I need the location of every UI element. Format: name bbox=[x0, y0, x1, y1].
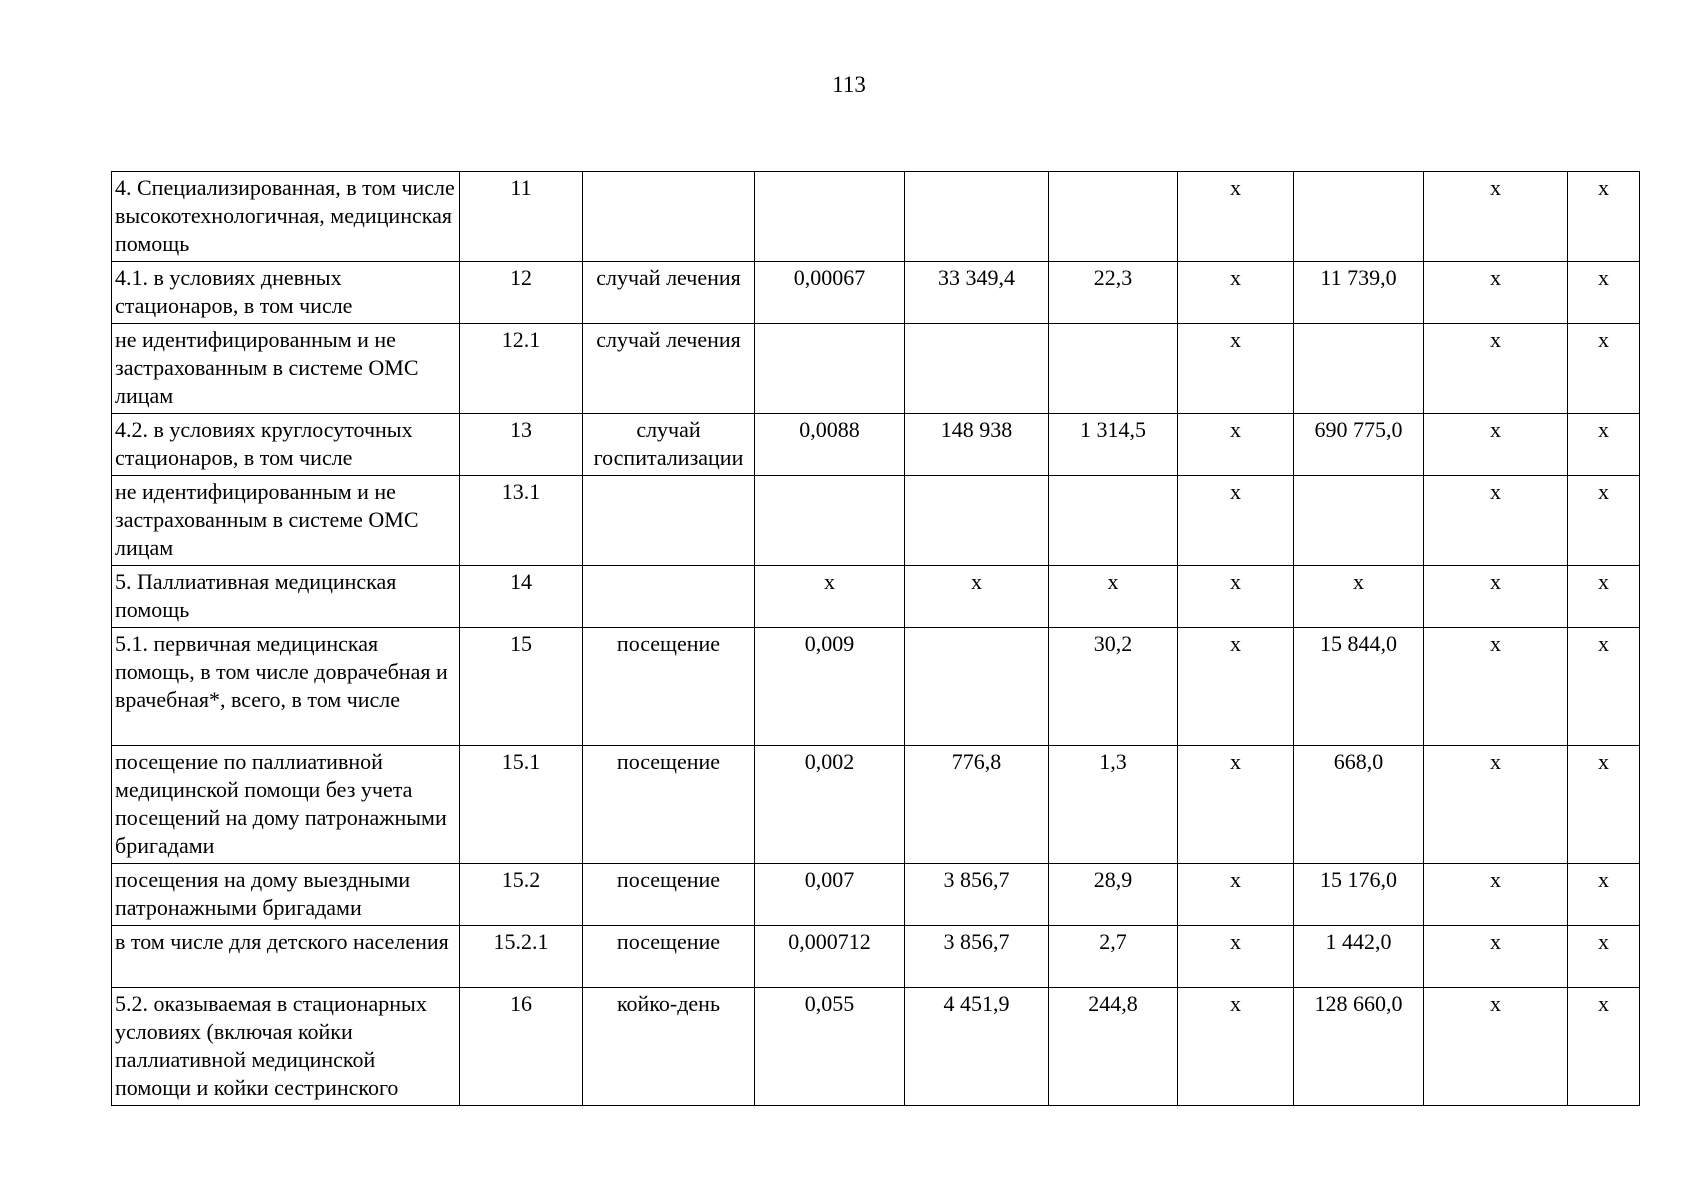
share-cell: х bbox=[1568, 414, 1640, 476]
total-oms-cell: х bbox=[1424, 864, 1568, 926]
row-code-cell: 13 bbox=[460, 414, 583, 476]
share-cell: х bbox=[1568, 988, 1640, 1106]
unit-cell: случай лечения bbox=[583, 262, 755, 324]
per-capita-cell bbox=[1049, 172, 1178, 262]
row-name-cell: 4. Специализированная, в том числе высокотехнологичная, медицинская помощь bbox=[112, 172, 460, 262]
row-code-cell: 15.2.1 bbox=[460, 926, 583, 988]
total-oms-cell: х bbox=[1424, 324, 1568, 414]
unit-cell: случай лечения bbox=[583, 324, 755, 414]
per-capita-oms-cell: х bbox=[1178, 262, 1294, 324]
norm-cell bbox=[755, 172, 905, 262]
share-cell: х bbox=[1568, 476, 1640, 566]
per-capita-cell: 244,8 bbox=[1049, 988, 1178, 1106]
per-capita-cell: х bbox=[1049, 566, 1178, 628]
total-oms-cell: х bbox=[1424, 414, 1568, 476]
total-cell: 1 442,0 bbox=[1294, 926, 1424, 988]
unit-cell: посещение bbox=[583, 864, 755, 926]
norm-cell: 0,055 bbox=[755, 988, 905, 1106]
table-row bbox=[112, 864, 1640, 926]
table-row bbox=[112, 628, 1640, 746]
table-row bbox=[112, 324, 1640, 414]
total-cell bbox=[1294, 172, 1424, 262]
per-capita-cell bbox=[1049, 324, 1178, 414]
page-number: 113 bbox=[832, 72, 866, 97]
share-cell: х bbox=[1568, 262, 1640, 324]
cost-cell bbox=[905, 476, 1049, 566]
total-cell bbox=[1294, 324, 1424, 414]
row-name-cell: посещения на дому выездными патронажными бригадами bbox=[112, 864, 460, 926]
norm-cell: 0,009 bbox=[755, 628, 905, 746]
total-oms-cell: х bbox=[1424, 988, 1568, 1106]
row-name-cell: 4.2. в условиях круглосуточных стационаров, в том числе bbox=[112, 414, 460, 476]
norm-cell: 0,000712 bbox=[755, 926, 905, 988]
per-capita-oms-cell: х bbox=[1178, 414, 1294, 476]
cost-cell: 33 349,4 bbox=[905, 262, 1049, 324]
share-cell: х bbox=[1568, 628, 1640, 746]
share-cell: х bbox=[1568, 566, 1640, 628]
row-name-cell: не идентифицированным и не застрахованным в системе ОМС лицам bbox=[112, 476, 460, 566]
norm-cell bbox=[755, 476, 905, 566]
norm-cell: 0,002 bbox=[755, 746, 905, 864]
total-cell bbox=[1294, 476, 1424, 566]
cost-cell bbox=[905, 172, 1049, 262]
unit-cell: посещение bbox=[583, 628, 755, 746]
cost-cell: 3 856,7 bbox=[905, 926, 1049, 988]
norm-cell: 0,007 bbox=[755, 864, 905, 926]
unit-cell bbox=[583, 172, 755, 262]
total-cell: 15 176,0 bbox=[1294, 864, 1424, 926]
total-cell: 668,0 bbox=[1294, 746, 1424, 864]
total-oms-cell: х bbox=[1424, 262, 1568, 324]
unit-cell bbox=[583, 476, 755, 566]
per-capita-cell: 1,3 bbox=[1049, 746, 1178, 864]
cost-cell bbox=[905, 628, 1049, 746]
cost-cell: 4 451,9 bbox=[905, 988, 1049, 1106]
per-capita-cell: 30,2 bbox=[1049, 628, 1178, 746]
table-row bbox=[112, 746, 1640, 864]
cost-cell bbox=[905, 324, 1049, 414]
row-name-cell: в том числе для детского населения bbox=[112, 926, 460, 988]
total-oms-cell: х bbox=[1424, 476, 1568, 566]
share-cell: х bbox=[1568, 864, 1640, 926]
row-code-cell: 15 bbox=[460, 628, 583, 746]
total-oms-cell: х bbox=[1424, 566, 1568, 628]
table-row bbox=[112, 566, 1640, 628]
per-capita-cell: 1 314,5 bbox=[1049, 414, 1178, 476]
per-capita-oms-cell: х bbox=[1178, 628, 1294, 746]
per-capita-oms-cell: х bbox=[1178, 476, 1294, 566]
per-capita-cell: 2,7 bbox=[1049, 926, 1178, 988]
total-oms-cell: х bbox=[1424, 172, 1568, 262]
share-cell: х bbox=[1568, 324, 1640, 414]
row-name-cell: посещение по паллиативной медицинской помощи без учета посещений на дому патронажными бригадами bbox=[112, 746, 460, 864]
cost-cell: 148 938 bbox=[905, 414, 1049, 476]
cost-cell: х bbox=[905, 566, 1049, 628]
row-name-cell: 5.2. оказываемая в стационарных условиях (включая койки паллиативной медицинской помощи и койки сестринского bbox=[112, 988, 460, 1106]
row-code-cell: 14 bbox=[460, 566, 583, 628]
total-oms-cell: х bbox=[1424, 746, 1568, 864]
total-oms-cell: х bbox=[1424, 628, 1568, 746]
norm-cell: х bbox=[755, 566, 905, 628]
per-capita-cell: 22,3 bbox=[1049, 262, 1178, 324]
per-capita-oms-cell: х bbox=[1178, 172, 1294, 262]
per-capita-oms-cell: х bbox=[1178, 988, 1294, 1106]
row-code-cell: 13.1 bbox=[460, 476, 583, 566]
total-oms-cell: х bbox=[1424, 926, 1568, 988]
row-code-cell: 11 bbox=[460, 172, 583, 262]
total-cell: 128 660,0 bbox=[1294, 988, 1424, 1106]
per-capita-cell bbox=[1049, 476, 1178, 566]
norm-cell: 0,00067 bbox=[755, 262, 905, 324]
per-capita-oms-cell: х bbox=[1178, 324, 1294, 414]
per-capita-oms-cell: х bbox=[1178, 926, 1294, 988]
share-cell: х bbox=[1568, 926, 1640, 988]
row-code-cell: 15.2 bbox=[460, 864, 583, 926]
table-row bbox=[112, 988, 1640, 1106]
unit-cell: койко-день bbox=[583, 988, 755, 1106]
cost-cell: 776,8 bbox=[905, 746, 1049, 864]
data-table bbox=[111, 171, 1640, 1106]
cost-cell: 3 856,7 bbox=[905, 864, 1049, 926]
unit-cell: посещение bbox=[583, 926, 755, 988]
row-name-cell: не идентифицированным и не застрахованным в системе ОМС лицам bbox=[112, 324, 460, 414]
unit-cell: случай госпитализации bbox=[583, 414, 755, 476]
per-capita-cell: 28,9 bbox=[1049, 864, 1178, 926]
total-cell: 690 775,0 bbox=[1294, 414, 1424, 476]
total-cell: х bbox=[1294, 566, 1424, 628]
per-capita-oms-cell: х bbox=[1178, 746, 1294, 864]
row-code-cell: 16 bbox=[460, 988, 583, 1106]
row-code-cell: 12 bbox=[460, 262, 583, 324]
per-capita-oms-cell: х bbox=[1178, 864, 1294, 926]
table-row bbox=[112, 414, 1640, 476]
share-cell: х bbox=[1568, 746, 1640, 864]
total-cell: 15 844,0 bbox=[1294, 628, 1424, 746]
table-body bbox=[112, 172, 1640, 1106]
total-cell: 11 739,0 bbox=[1294, 262, 1424, 324]
row-code-cell: 15.1 bbox=[460, 746, 583, 864]
unit-cell: посещение bbox=[583, 746, 755, 864]
row-name-cell: 4.1. в условиях дневных стационаров, в том числе bbox=[112, 262, 460, 324]
row-name-cell: 5.1. первичная медицинская помощь, в том числе доврачебная и врачебная*, всего, в том числе bbox=[112, 628, 460, 746]
table-row bbox=[112, 262, 1640, 324]
share-cell: х bbox=[1568, 172, 1640, 262]
unit-cell bbox=[583, 566, 755, 628]
norm-cell bbox=[755, 324, 905, 414]
norm-cell: 0,0088 bbox=[755, 414, 905, 476]
table-row bbox=[112, 172, 1640, 262]
table-row bbox=[112, 926, 1640, 988]
table-row bbox=[112, 476, 1640, 566]
row-code-cell: 12.1 bbox=[460, 324, 583, 414]
per-capita-oms-cell: х bbox=[1178, 566, 1294, 628]
row-name-cell: 5. Паллиативная медицинская помощь bbox=[112, 566, 460, 628]
